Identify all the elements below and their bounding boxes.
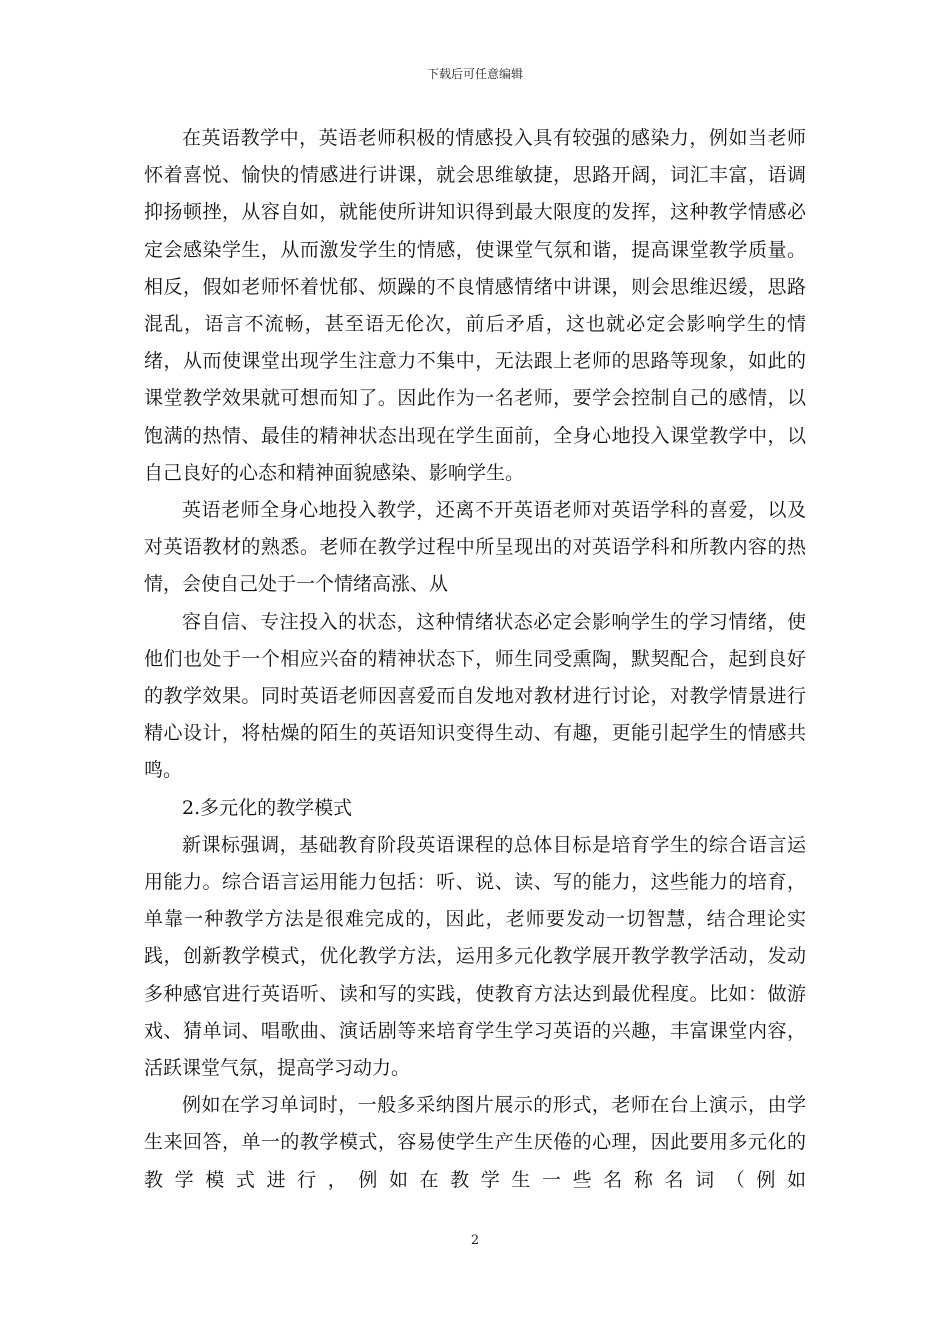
paragraph-emotional-state-continued: 容自信、专注投入的状态，这种情绪状态必定会影响学生的学习情绪，使他们也处于一个相应兴奋的精神状态下，师生同受熏陶，默契配合，起到良好的教学效果。同时英语老师因喜爱而自发地对教材进行讨论，对教学情景进行精心设计，将枯燥的陌生的英语知识变得生动、有趣，更能引起学生的情感共鸣。 bbox=[144, 610, 806, 782]
document-body bbox=[144, 120, 806, 1199]
page-number: 2 bbox=[470, 1233, 480, 1248]
paragraph-teacher-love-of-subject: 英语老师全身心地投入教学，还离不开英语老师对英语学科的喜爱，以及对英语教材的熟悉。老师在教学过程中所呈现出的对英语学科和所教内容的热情，会使自己处于一个情绪高涨、从 bbox=[144, 499, 806, 596]
section-heading-diversified-teaching: 2.多元化的教学模式 bbox=[182, 796, 353, 819]
paragraph-vocabulary-teaching: 例如在学习单词时，一般多采纳图片展示的形式，老师在台上演示，由学生来回答，单一的教学模式，容易使学生产生厌倦的心理，因此要用多元化的教学模式进行，例如在教学生一些名称名词（例如 bbox=[144, 1094, 806, 1191]
page-header: 下载后可任意编辑 bbox=[426, 67, 523, 81]
paragraph-emotional-investment: 在英语教学中，英语老师积极的情感投入具有较强的感染力，例如当老师怀着喜悦、愉快的情感进行讲课，就会思维敏捷，思路开阔，词汇丰富，语调抑扬顿挫，从容自如，就能使所讲知识得到最大限度的发挥，这种教学情感必定会感染学生，从而激发学生的情感，使课堂气氛和谐，提高课堂教学质量。相反，假如老师怀着忧郁、烦躁的不良情感情绪中讲课，则会思维迟缓，思路混乱，语言不流畅，甚至语无伦次，前后矛盾，这也就必定会影响学生的情绪，从而使课堂出现学生注意力不集中，无法跟上老师的思路等现象，如此的课堂教学效果就可想而知了。因此作为一名老师，要学会控制自己的感情，以饱满的热情、最佳的精神状态出现在学生面前，全身心地投入课堂教学中，以自己良好的心态和精神面貌感染、影响学生。 bbox=[144, 127, 806, 484]
paragraph-new-curriculum: 新课标强调，基础教育阶段英语课程的总体目标是培育学生的综合语言运用能力。综合语言运用能力包括：听、说、读、写的能力，这些能力的培育，单靠一种教学方法是很难完成的，因此，老师要发动一切智慧，结合理论实践，创新教学模式，优化教学方法，运用多元化教学展开教学教学活动，发动多种感官进行英语听、读和写的实践，使教育方法达到最优程度。比如：做游戏、猜单词、唱歌曲、演话剧等来培育学生学习英语的兴趣，丰富课堂内容，活跃课堂气氛，提高学习动力。 bbox=[144, 833, 806, 1080]
